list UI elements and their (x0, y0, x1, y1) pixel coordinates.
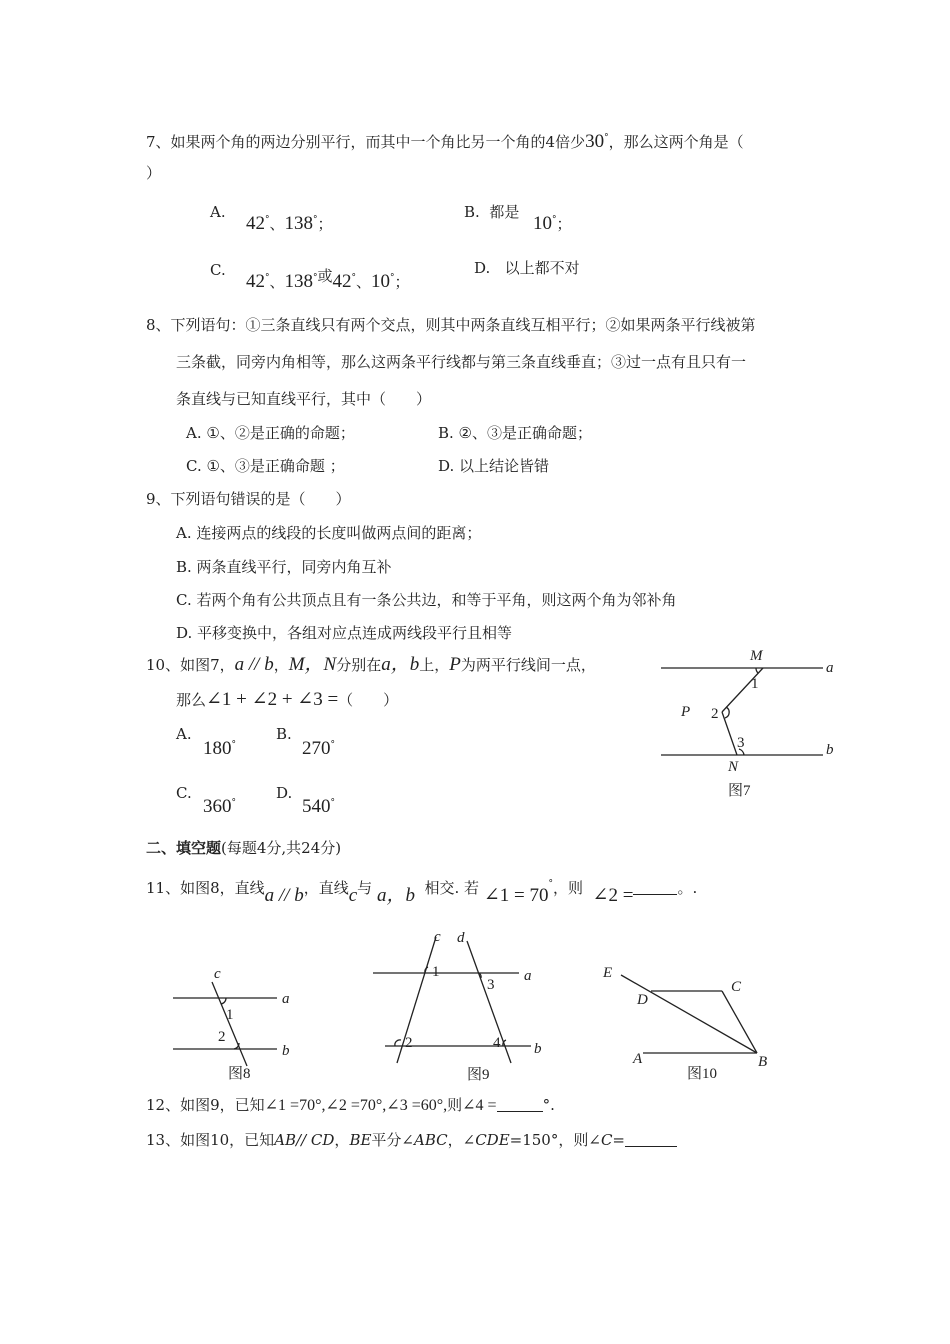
fig7-segment-pn (722, 712, 737, 755)
fig7-angle-1-arc (756, 668, 758, 673)
q9-option-a: A. 连接两点的线段的长度叫做两点间的距离； (176, 524, 482, 542)
fig7-caption: 图7 (728, 783, 751, 799)
fig9-angle-2-arc (395, 1040, 401, 1046)
fig10-caption: 图10 (687, 1066, 718, 1082)
q10-option-d-value: 540° (302, 796, 335, 817)
fig8-angle-1-arc (221, 998, 226, 1004)
q9-option-c: C. 若两个角有公共顶点且有一条公共边，和等于平角，则这两个角为邻补角 (176, 591, 677, 609)
q10-option-c-value: 360° (203, 796, 236, 817)
fig7-label-m: M (750, 648, 763, 664)
q9-option-b: B. 两条直线平行，同旁内角互补 (176, 558, 392, 576)
q10-stem: 10、如图7，a // b，M，N分别在a，b上，P为两平行线间一点， (146, 654, 596, 675)
fig9-caption: 图9 (467, 1067, 490, 1083)
fig8-label-c: c (214, 966, 221, 982)
section-2-note: (每题4分,共24分) (221, 839, 342, 857)
q7-option-c-value: 42°、138°或42°、10°； (246, 267, 410, 292)
fig10-label-e: E (603, 965, 613, 981)
q7-option-c: C. (210, 261, 226, 279)
fig9-label-4: 4 (493, 1035, 501, 1051)
q7-option-a: A. (210, 203, 226, 221)
q7-stem: 7、如果两个角的两边分别平行，而其中一个角比另一个角的4倍少30°，那么这两个角是（ (146, 131, 744, 152)
figure-8 (165, 960, 315, 1085)
q12: 12、如图9，已知∠1 =70°,∠2 =70°,∠3 =60°,则∠4 = °. (146, 1096, 555, 1114)
q7-stem-value: 30 (585, 131, 605, 152)
q11-answer-blank[interactable] (633, 880, 677, 895)
fig10-label-c: C (731, 979, 742, 995)
fig9-label-2: 2 (405, 1035, 413, 1051)
fig10-label-a: A (633, 1051, 643, 1067)
q8-line2: 三条截，同旁内角相等，那么这两条平行线都与第三条直线垂直；③过一点有且只有一 (176, 353, 747, 371)
section-2-heading (146, 838, 341, 858)
q7-option-d: D. 以上都不对 (474, 259, 580, 277)
fig7-label-3: 3 (737, 735, 745, 751)
fig7-label-1: 1 (751, 676, 759, 692)
fig8-label-a: a (282, 991, 290, 1007)
fig8-label-b: b (282, 1043, 290, 1059)
fig8-label-2: 2 (218, 1029, 226, 1045)
fig7-label-b: b (826, 742, 834, 758)
fig8-caption: 图8 (228, 1066, 251, 1082)
fig7-label-p: P (681, 704, 691, 720)
q7-option-b: B. 都是 (464, 203, 520, 221)
q10-line2: 那么∠1 + ∠2 + ∠3 =（ ） (176, 689, 399, 710)
fig9-label-d: d (457, 930, 465, 946)
fig10-label-d: D (637, 992, 648, 1008)
q10-option-b-value: 270° (302, 738, 335, 759)
q8-line3: 条直线与已知直线平行，其中（ ） (176, 390, 432, 408)
q8-option-b: B. ②、③是正确命题； (438, 424, 593, 442)
fig7-label-n: N (728, 759, 739, 775)
q10-option-a: A. (176, 725, 192, 743)
q8-option-d: D. 以上结论皆错 (438, 457, 550, 475)
fig7-label-2: 2 (711, 706, 719, 722)
q8-option-c: C. ①、③是正确命题 ； (186, 457, 345, 475)
fig9-label-1: 1 (432, 964, 440, 980)
figure-9 (365, 925, 555, 1085)
q9-option-d: D. 平移变换中，各组对应点连成两线段平行且相等 (176, 624, 513, 642)
q7-stem-end: ） (146, 164, 162, 182)
q9-stem: 9、下列语句错误的是（ ） (146, 490, 351, 508)
fig9-line-d (467, 941, 511, 1063)
fig9-label-a: a (524, 968, 532, 984)
fig9-label-3: 3 (487, 977, 495, 993)
q7-option-a-value: 42°、138°； (246, 213, 333, 234)
q10-option-d: D. (276, 784, 293, 802)
q8-option-a: A. ①、②是正确的命题； (186, 424, 355, 442)
q7-option-b-value: 10°； (533, 213, 572, 234)
q13: 13、如图10，已知AB// CD，BE平分∠ABC，∠CDE=150°，则∠C= (146, 1130, 677, 1150)
figure-7 (655, 640, 845, 805)
fig8-label-1: 1 (226, 1007, 234, 1023)
q11: 11、如图8，直线a // b，直线c与 a，b 相交. 若 ∠1 = 70°，则 ∠2 = 。. (146, 879, 698, 906)
fig7-label-a: a (826, 660, 834, 676)
q13-answer-blank[interactable] (625, 1132, 677, 1147)
q10-option-a-value: 180° (203, 738, 236, 759)
q12-answer-blank[interactable] (497, 1097, 543, 1112)
q10-option-c: C. (176, 784, 192, 802)
fig9-label-c: c (434, 929, 441, 945)
fig9-line-c (397, 937, 436, 1063)
q10-option-b: B. (276, 725, 292, 743)
fig8-line-c (212, 982, 247, 1066)
section-2-title: 二、填空题 (146, 839, 222, 857)
fig9-label-b: b (534, 1041, 542, 1057)
q8-line1: 8、下列语句：①三条直线只有两个交点，则其中两条直线互相平行；②如果两条平行线被第 (146, 316, 756, 334)
fig10-label-b: B (758, 1054, 768, 1070)
figure-10 (595, 955, 785, 1085)
